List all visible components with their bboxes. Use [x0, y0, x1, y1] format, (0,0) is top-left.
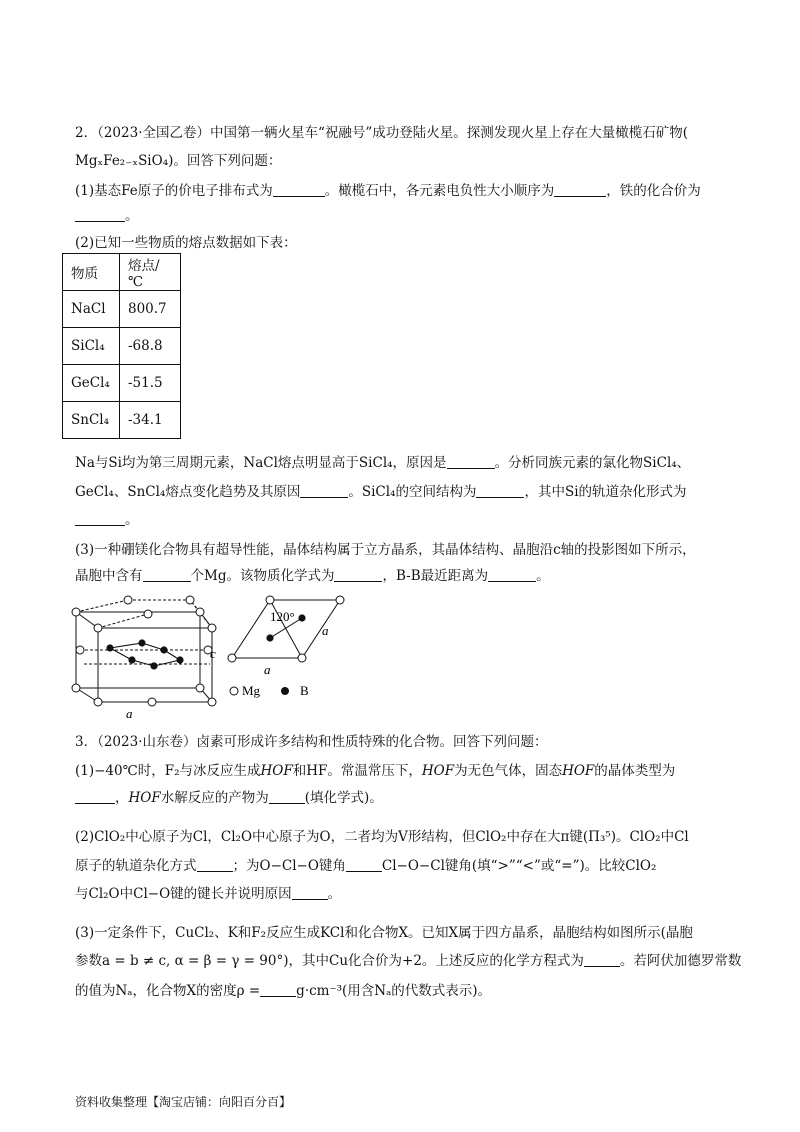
- q2-stem-line2: MgₓFe₂₋ₓSiO₄)。回答下列问题：: [75, 153, 282, 169]
- table-header-row: [63, 254, 181, 291]
- answer-blank[interactable]: [269, 789, 305, 804]
- answer-blank[interactable]: [273, 182, 325, 197]
- q2-part3-text2: 晶胞中含有 个Mg。该物质化学式为 ，B-B最近距离为 。: [75, 568, 550, 584]
- projection-label-a-side: a: [322, 623, 329, 638]
- answer-blank[interactable]: [488, 567, 536, 582]
- answer-blank[interactable]: [554, 182, 606, 197]
- answer-blank[interactable]: [447, 454, 495, 469]
- q3-part1-line2: ，HOF水解反应的产物为 (填化学式)。: [75, 788, 383, 808]
- q2-stem-line1: 2．（2023·全国乙卷）中国第一辆火星车“祝融号”成功登陆火星。探测发现火星上存在大量橄榄石矿物(: [75, 125, 689, 141]
- axis-label-a: a: [126, 706, 133, 721]
- q2-part1: (1)基态Fe原子的价电子排布式为 。橄榄石中，各元素电负性大小顺序为 ，铁的化合价为: [75, 183, 701, 199]
- answer-blank[interactable]: [260, 982, 296, 997]
- answer-blank[interactable]: [292, 885, 328, 900]
- legend-mg-marker: [230, 687, 238, 695]
- table-row: [63, 328, 181, 365]
- q2-part2-text3: 。: [75, 510, 139, 530]
- olivine-formula: MgₓFe₂₋ₓSiO₄: [75, 153, 169, 169]
- answer-blank[interactable]: [75, 511, 125, 526]
- table-cell: GeCl₄: [63, 365, 120, 402]
- axis-label-c: c: [210, 646, 216, 661]
- q3-part3-line2: 参数a = b ≠ c, α = β = γ = 90°)，其中Cu化合价为+2。上述反应的化学方程式为 。若阿伏加德罗常数: [75, 953, 742, 969]
- table-row: [63, 291, 181, 328]
- angle-label: 120°: [270, 609, 295, 624]
- q3-part3-line3: 的值为Nₐ，化合物X的密度ρ = g·cm⁻³(用含Nₐ的代数式表示)。: [75, 983, 492, 999]
- table-header-cell: 物质: [63, 254, 120, 291]
- q3-part2-line3: 与Cl₂O中Cl−O键的键长并说明原因 。: [75, 886, 342, 902]
- boron-layer: [110, 643, 180, 666]
- q3-part2-line1: (2)ClO₂中心原子为Cl，Cl₂O中心原子为O，二者均为V形结构，但ClO₂中存在大π键(Π₃⁵)。ClO₂中Cl: [75, 829, 689, 845]
- answer-blank[interactable]: [334, 567, 382, 582]
- answer-blank[interactable]: [584, 952, 620, 967]
- q3-part3-line1: (3)一定条件下，CuCl₂、K和F₂反应生成KCl和化合物X。已知X属于四方晶系，晶胞结构如图所示(晶胞: [75, 925, 693, 941]
- q2-part3-text1: (3)一种硼镁化合物具有超导性能，晶体结构属于立方晶系，其晶体结构、晶胞沿c轴的投影图如下所示，: [75, 542, 696, 558]
- table-row: [63, 402, 181, 439]
- table-row: [63, 365, 181, 402]
- answer-blank[interactable]: [197, 857, 233, 872]
- table-cell: -51.5: [120, 365, 181, 402]
- legend-b-label: B: [300, 683, 309, 698]
- answer-blank[interactable]: [75, 207, 125, 222]
- legend-b-marker: [281, 687, 289, 695]
- table-cell: SnCl₄: [63, 402, 120, 439]
- q2-part2-text2: GeCl₄、SnCl₄熔点变化趋势及其原因 。SiCl₄的空间结构为 ，其中Si的轨道杂化形式为: [75, 484, 687, 500]
- legend-mg-label: Mg: [242, 683, 261, 698]
- q2-part2-intro: (2)已知一些物质的熔点数据如下表：: [75, 235, 297, 251]
- answer-blank[interactable]: [476, 483, 524, 498]
- answer-blank[interactable]: [300, 483, 348, 498]
- table-cell: 800.7: [120, 291, 181, 328]
- q3-part2-line2: 原子的轨道杂化方式 ；为O−Cl−O键角 Cl−O−Cl键角(填“>”“<”或“=”)。比较ClO₂: [75, 858, 657, 874]
- table-cell: NaCl: [63, 291, 120, 328]
- answer-blank[interactable]: [75, 789, 115, 804]
- table-cell: -68.8: [120, 328, 181, 365]
- answer-blank[interactable]: [346, 857, 382, 872]
- projection-label-a-bottom: a: [264, 662, 271, 677]
- q2-part2-text1: Na与Si均为第三周期元素，NaCl熔点明显高于SiCl₄，原因是 。分析同族元素的氯化物SiCl₄、: [75, 455, 691, 471]
- table-cell: SiCl₄: [63, 328, 120, 365]
- melting-point-table: [62, 253, 181, 439]
- table-header-cell: 熔点/℃: [120, 254, 181, 291]
- page-footer: 资料收集整理【淘宝店铺：向阳百分百】: [75, 1095, 292, 1109]
- q3-part1-line1: (1)−40℃时，F₂与冰反应生成HOF和HF。常温常压下，HOF为无色气体，固态HOF的晶体类型为: [75, 763, 676, 779]
- q2-part1-cont: 。: [75, 206, 139, 226]
- answer-blank[interactable]: [143, 567, 191, 582]
- crystal-structure-figure: [60, 590, 360, 725]
- q3-stem: 3．（2023·山东卷）卤素可形成许多结构和性质特殊的化合物。回答下列问题：: [75, 734, 548, 750]
- table-cell: -34.1: [120, 402, 181, 439]
